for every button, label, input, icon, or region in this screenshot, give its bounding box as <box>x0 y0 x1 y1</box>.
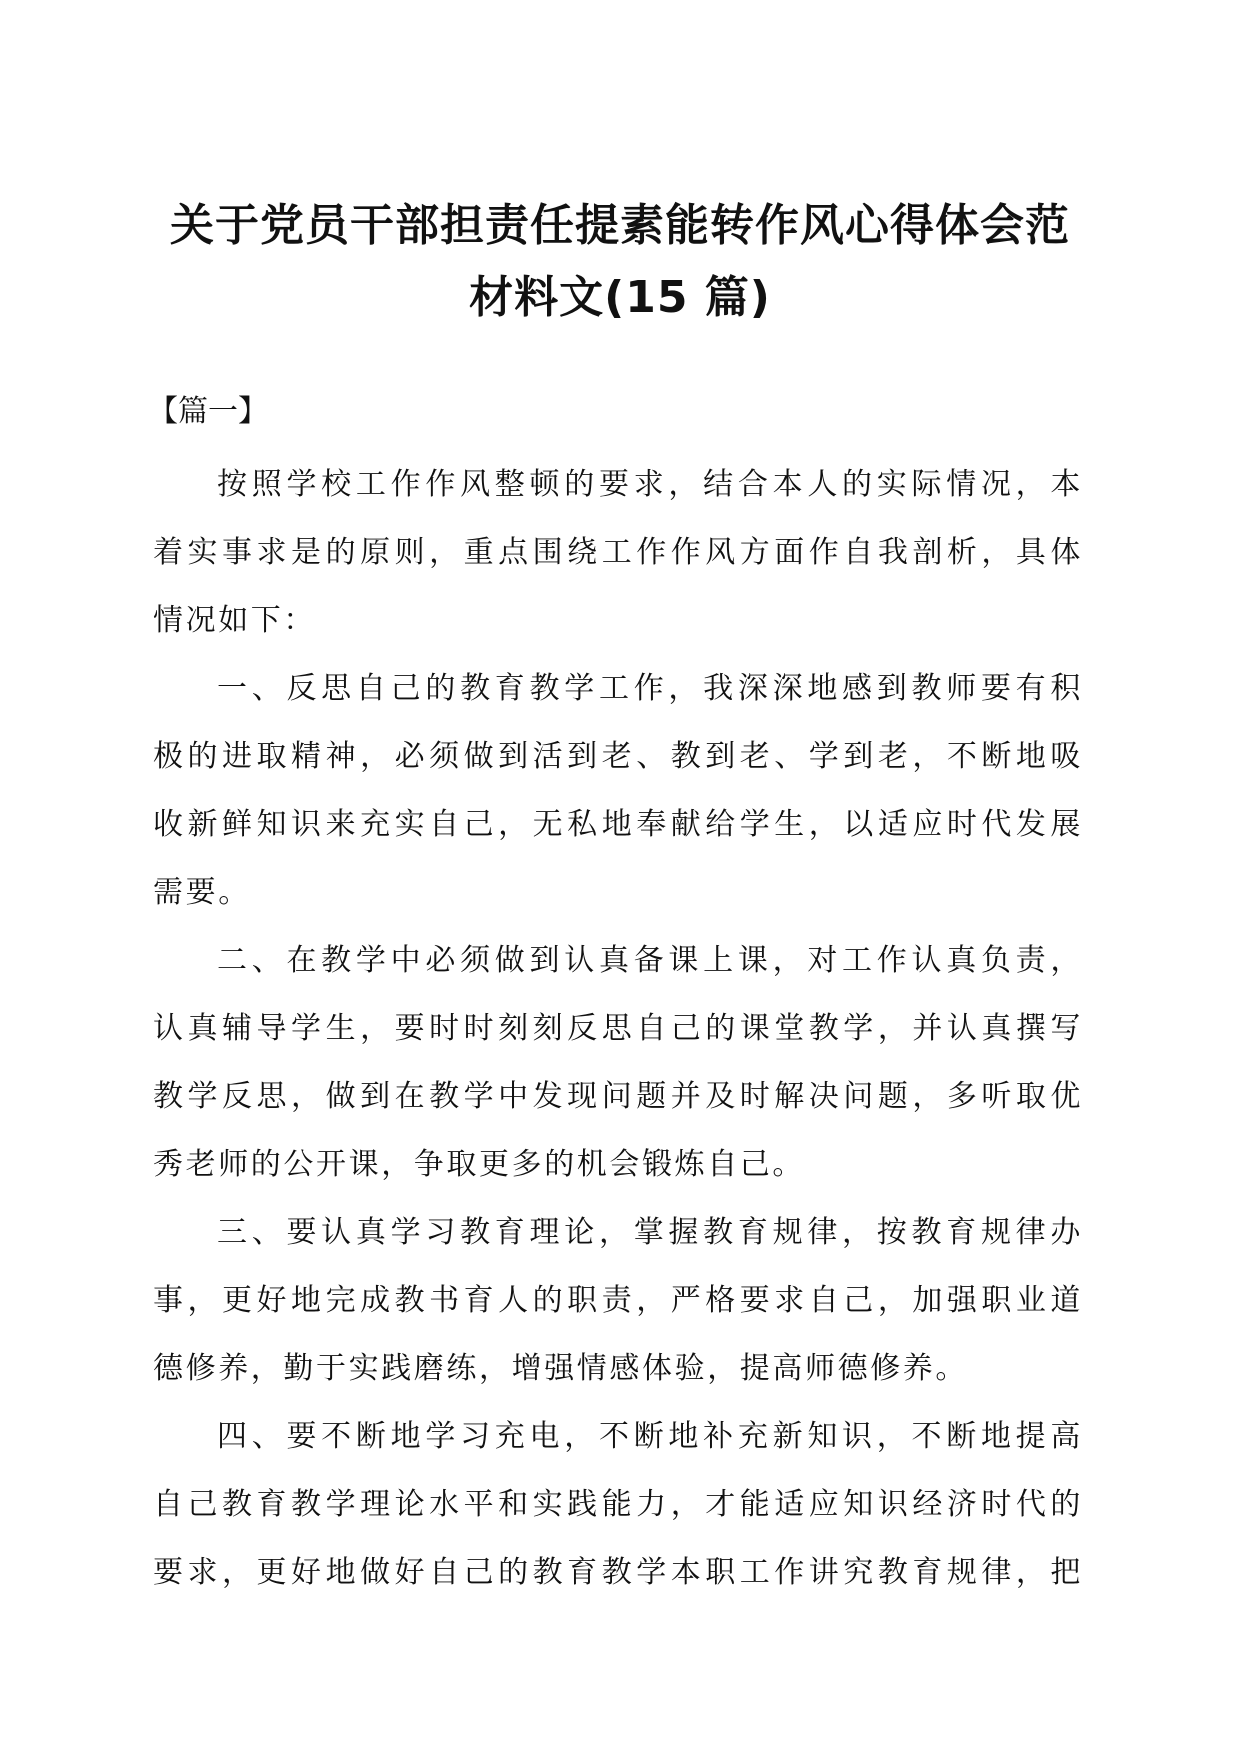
paragraph-point-4 <box>153 1403 1083 1607</box>
paragraph-line: 教学反思，做到在教学中发现问题并及时解决问题，多听取优 <box>153 1079 1083 1114</box>
paragraph-line: 三、要认真学习教育理论，掌握教育规律，按教育规律办 <box>217 1215 1083 1250</box>
body-text <box>153 451 1083 1607</box>
paragraph-line: 认真辅导学生，要时时刻刻反思自己的课堂教学，并认真撰写 <box>153 1011 1083 1046</box>
section-label: 【篇一】 <box>148 394 268 429</box>
paragraph-point-3 <box>153 1199 1083 1403</box>
paragraph-line: 秀老师的公开课，争取更多的机会锻炼自己。 <box>153 1147 805 1182</box>
title-line-2: 材料文(15 篇) <box>469 272 771 323</box>
paragraph-line: 一、反思自己的教育教学工作，我深深地感到教师要有积 <box>217 671 1083 706</box>
paragraph-line: 要求，更好地做好自己的教育教学本职工作讲究教育规律，把 <box>153 1555 1083 1590</box>
document-title <box>150 190 1090 334</box>
paragraph-line: 四、要不断地学习充电，不断地补充新知识，不断地提高 <box>217 1419 1083 1454</box>
paragraph-line: 按照学校工作作风整顿的要求，结合本人的实际情况，本 <box>217 467 1083 502</box>
paragraph-line: 情况如下： <box>153 603 316 638</box>
paragraph-line: 需要。 <box>153 875 251 910</box>
paragraph-line: 事，更好地完成教书育人的职责，严格要求自己，加强职业道 <box>153 1283 1083 1318</box>
paragraph-line: 着实事求是的原则，重点围绕工作作风方面作自我剖析，具体 <box>153 535 1083 570</box>
paragraph-line: 德修养，勤于实践磨练，增强情感体验，提高师德修养。 <box>153 1351 968 1386</box>
title-line-1: 关于党员干部担责任提素能转作风心得体会范 <box>170 200 1070 251</box>
paragraph-intro <box>153 451 1083 655</box>
paragraph-line: 极的进取精神，必须做到活到老、教到老、学到老，不断地吸 <box>153 739 1083 774</box>
paragraph-line: 二、在教学中必须做到认真备课上课，对工作认真负责， <box>217 943 1083 978</box>
paragraph-point-2 <box>153 927 1083 1199</box>
paragraph-line: 自己教育教学理论水平和实践能力，才能适应知识经济时代的 <box>153 1487 1083 1522</box>
paragraph-point-1 <box>153 655 1083 927</box>
paragraph-line: 收新鲜知识来充实自己，无私地奉献给学生，以适应时代发展 <box>153 807 1083 842</box>
